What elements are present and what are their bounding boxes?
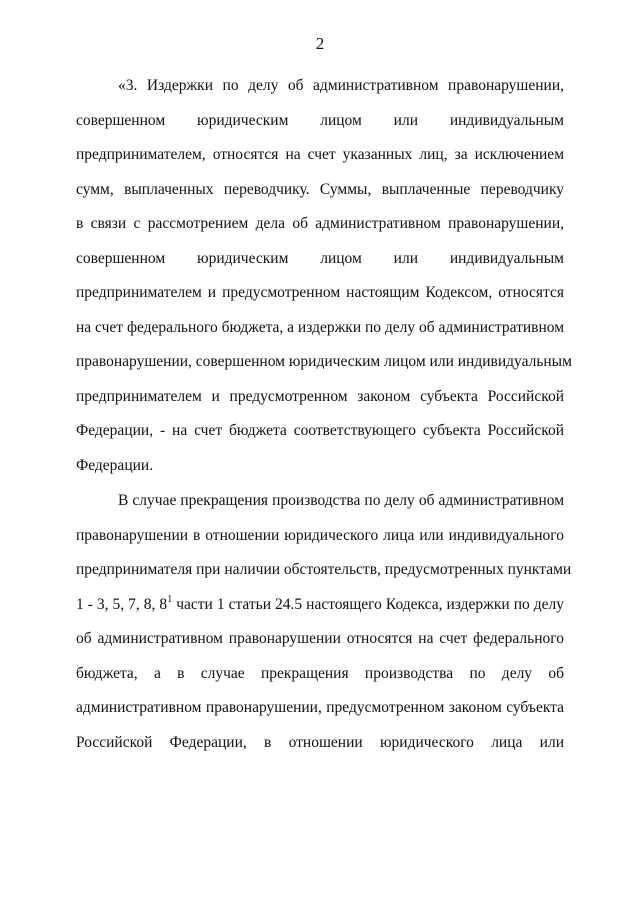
- text-line: правонарушении в отношении юридического лица или индивидуального: [76, 526, 564, 544]
- text-line: правонарушении, совершенном юридическим лицом или индивидуальным: [76, 353, 572, 370]
- text-line: сумм, выплаченных переводчику. Суммы, выплаченные переводчику: [76, 180, 564, 198]
- superscript: 1: [167, 593, 173, 605]
- page-number: 2: [315, 34, 325, 53]
- paragraph-1: [76, 69, 572, 483]
- text-fragment: 1 - 3, 5, 7, 8, 8: [76, 595, 168, 613]
- text-line: в связи с рассмотрением дела об административном правонарушении,: [76, 215, 564, 232]
- text-line: предпринимателем и предусмотренном законом субъекта Российской: [76, 387, 564, 405]
- text-line: Федерации, - на счет бюджета соответствующего субъекта Российской: [76, 422, 564, 439]
- text-line: предпринимателя при наличии обстоятельств, предусмотренных пунктами: [76, 561, 572, 578]
- text-fragment: части 1 статьи 24.5 настоящего Кодекса, издержки по делу: [172, 595, 564, 613]
- text-line: на счет федерального бюджета, а издержки по делу об административном: [76, 318, 565, 336]
- text-line: предпринимателем и предусмотренном настоящим Кодексом, относятся: [76, 284, 564, 301]
- paragraph-2: [76, 484, 572, 760]
- text-line: совершенном юридическим лицом или индивидуальным: [76, 111, 564, 129]
- text-line: совершенном юридическим лицом или индивидуальным: [76, 249, 564, 267]
- text-line: Федерации.: [76, 456, 154, 474]
- text-line: бюджета, а в случае прекращения производства по делу об: [76, 664, 564, 682]
- text-line: предпринимателем, относятся на счет указанных лиц, за исключением: [76, 146, 564, 163]
- text-line: Российской Федерации, в отношении юридического лица или: [76, 733, 564, 751]
- text-line: административном правонарушении, предусмотренном законом субъекта: [76, 699, 564, 716]
- text-line: В случае прекращения производства по делу об административном: [118, 492, 564, 509]
- text-line-with-superscript: [76, 588, 564, 623]
- text-line: «3. Издержки по делу об административном правонарушении,: [118, 77, 564, 94]
- text-line: об административном правонарушении относятся на счет федерального: [76, 630, 564, 647]
